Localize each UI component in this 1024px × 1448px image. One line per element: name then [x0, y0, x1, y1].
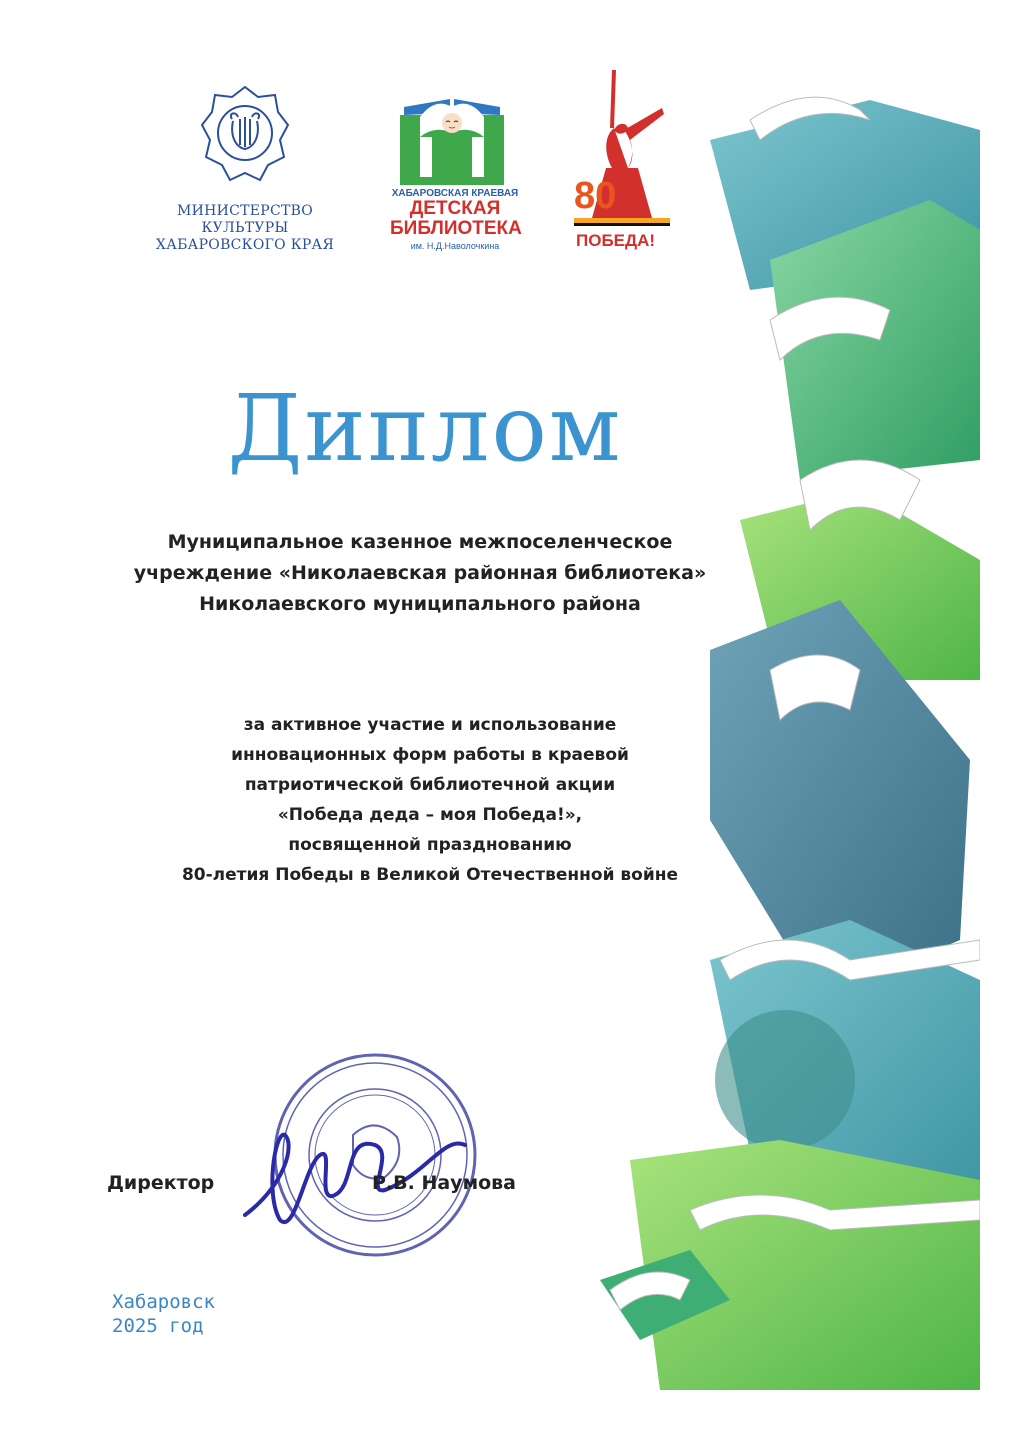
diploma-title: Диплом	[227, 375, 623, 482]
ministry-logo	[140, 85, 340, 253]
recipient-line2: учреждение «Николаевская районная библиотека»	[133, 562, 707, 584]
footer-location	[112, 1290, 215, 1338]
reason-line2: инновационных форм работы в краевой	[231, 745, 629, 765]
director-label: Директор	[107, 1172, 215, 1194]
library-dedication: им. Н.Д.Наволочкина	[410, 241, 500, 251]
victory-label: ПОБЕДА!	[576, 231, 656, 250]
lyre-emblem-icon	[200, 85, 290, 185]
footer-city: Хабаровск	[112, 1291, 215, 1313]
footer-year: 2025 год	[112, 1315, 204, 1337]
reason-line3: патриотической библиотечной акции	[244, 775, 616, 795]
ministry-name-line1: МИНИСТЕРСТВО КУЛЬТУРЫ	[176, 203, 314, 236]
recipient-line1: Муниципальное казенное межпоселенческое	[167, 531, 673, 553]
library-region-label: ХАБАРОВСКАЯ КРАЕВАЯ	[391, 188, 519, 199]
reason-line5: посвященной празднованию	[288, 835, 572, 855]
reason-line1: за активное участие и использование	[243, 715, 617, 735]
library-name-line1: ДЕТСКАЯ	[409, 198, 501, 219]
book-face-icon	[400, 85, 504, 185]
library-logo	[390, 85, 530, 255]
reason-line6: 80-летия Победы в Великой Отечественной войне	[181, 865, 679, 885]
library-name-line2: БИБЛИОТЕКА	[390, 218, 522, 239]
recipient-block	[130, 527, 710, 620]
director-name: Р.В. Наумова	[372, 1172, 516, 1194]
reason-line4: «Победа деда – моя Победа!»,	[277, 805, 583, 825]
official-seal-icon	[225, 1045, 485, 1275]
victory-80-label: 80	[574, 175, 617, 217]
recipient-line3: Николаевского муниципального района	[199, 593, 641, 615]
ministry-name-line2: ХАБАРОВСКОГО КРАЯ	[155, 237, 335, 253]
award-reason	[140, 710, 720, 890]
